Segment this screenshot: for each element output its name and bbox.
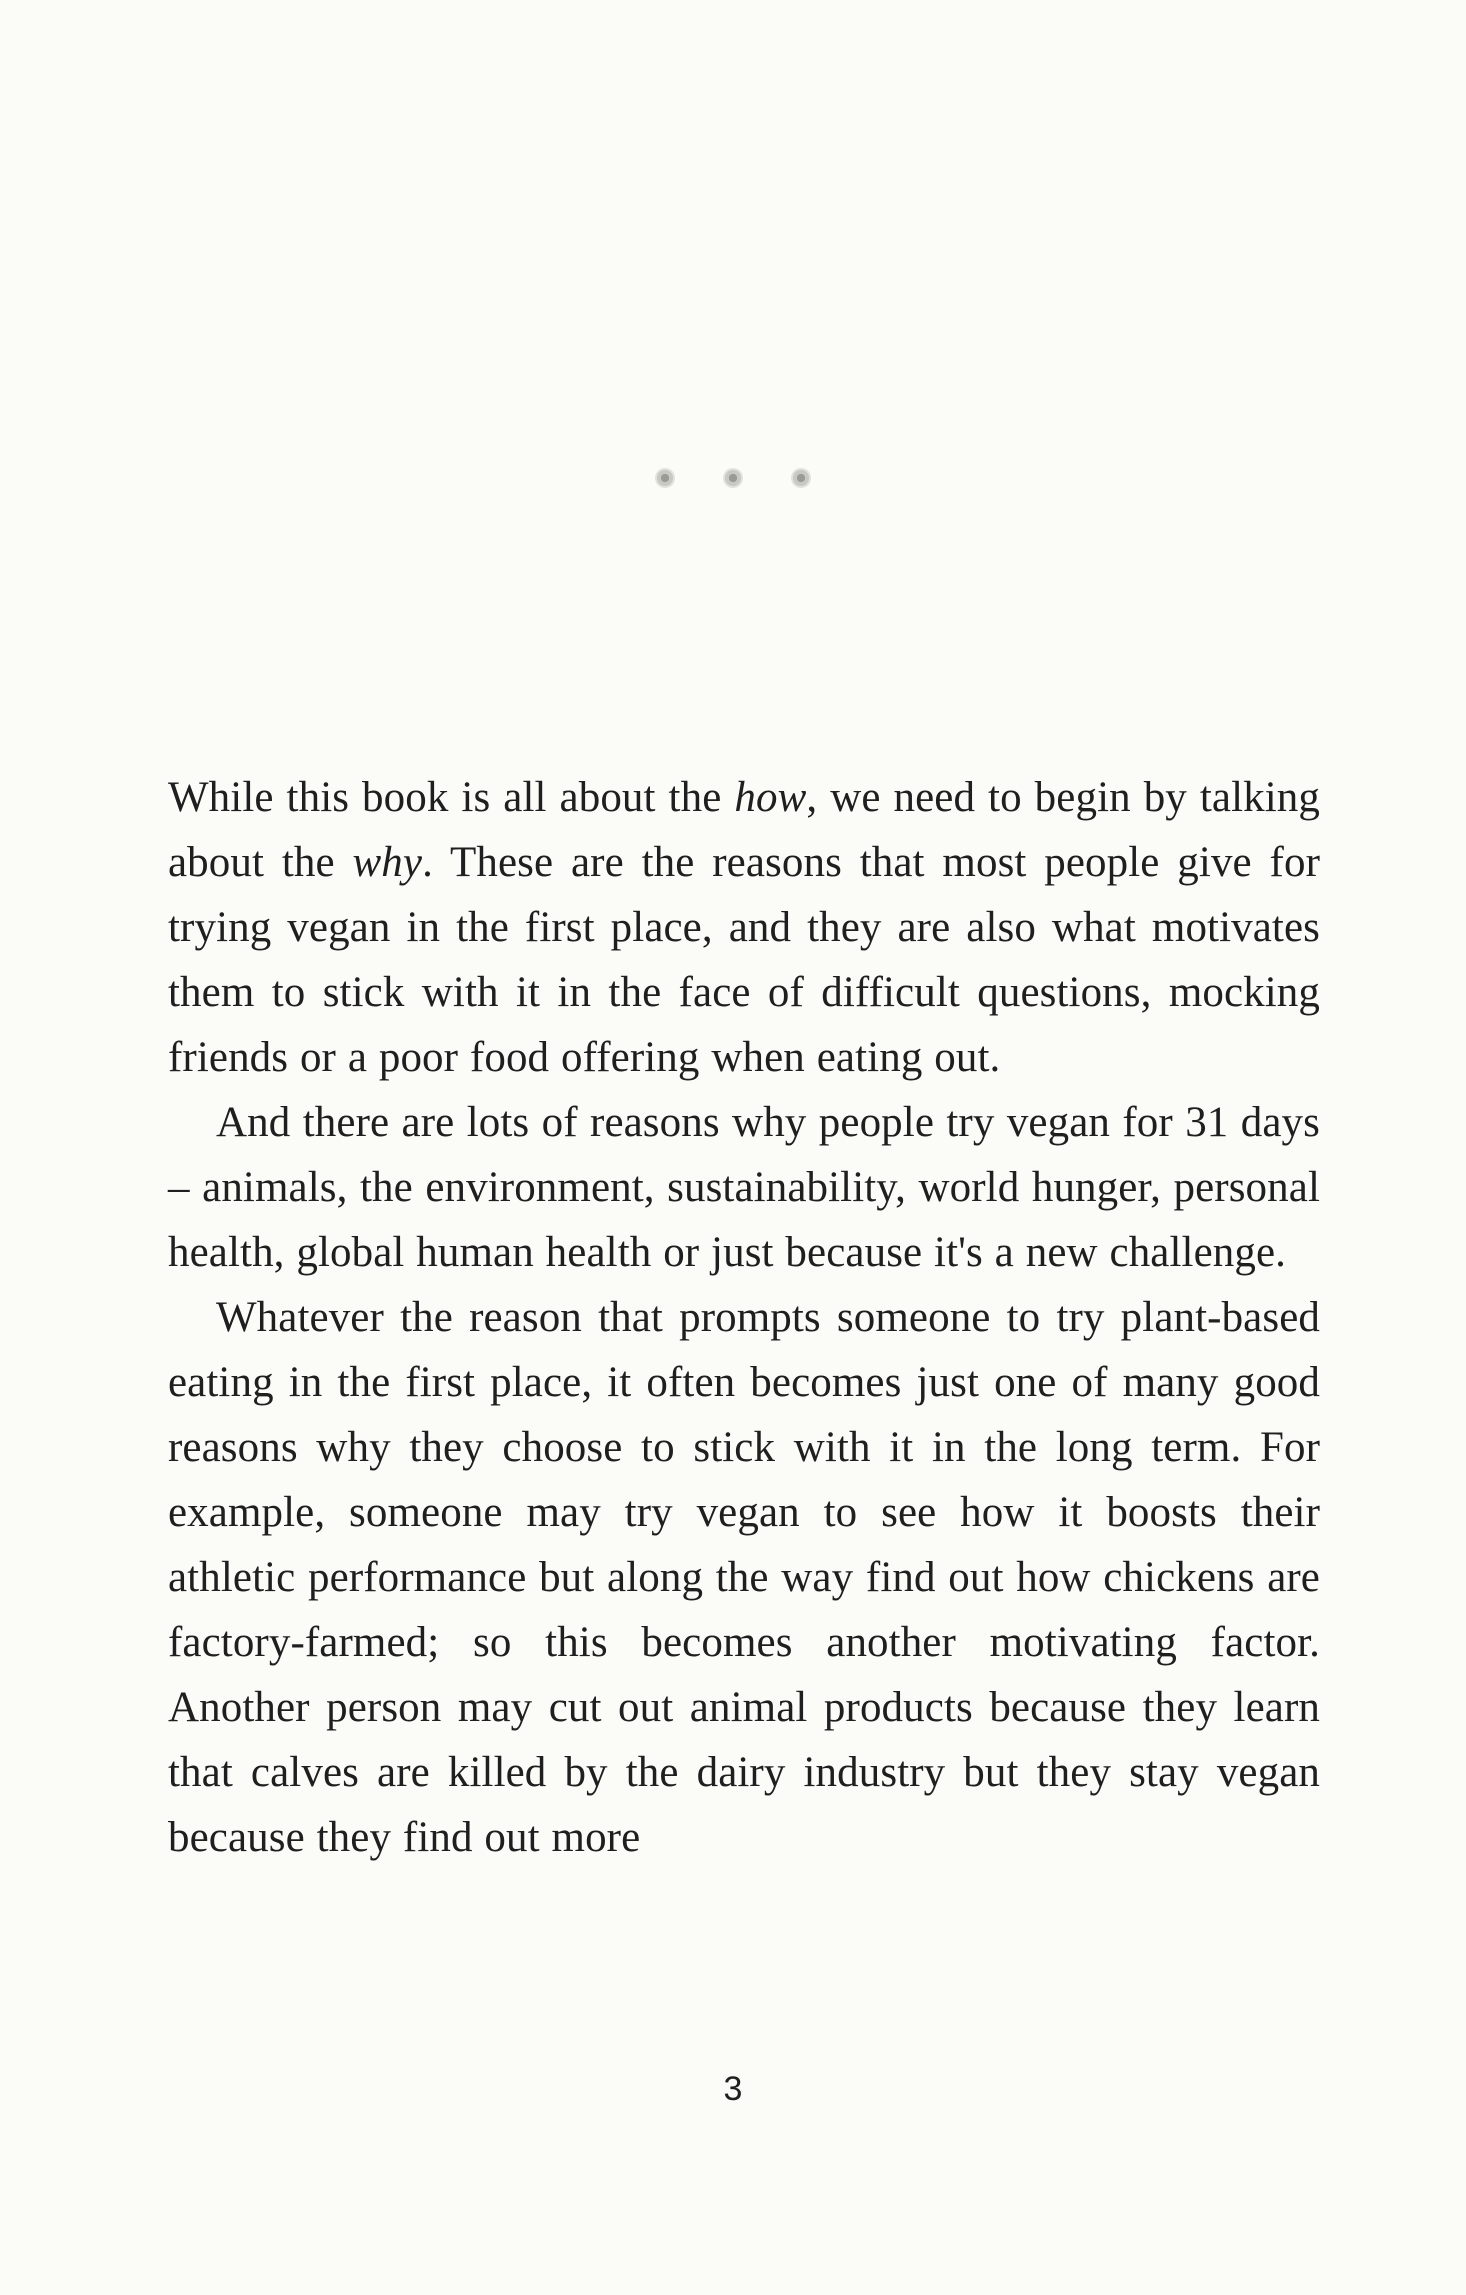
paragraph-3 — [168, 1285, 1320, 1870]
ornament-dot-icon — [791, 468, 811, 488]
ornament-dot-icon — [723, 468, 743, 488]
section-ornament — [0, 458, 1466, 498]
paragraph-3-text: Whatever the reason that prompts someone to try plant-based eating in the first place, it often becomes just one of many good reasons why they choose to stick with it in the long term. For example, someone may try vegan to see how it boosts their athletic performance but along the way find out how chickens are factory-farmed; so this becomes another motivating factor. Another person may cut out animal products because they learn that calves are killed by the dairy industry but they stay vegan because they find out more — [168, 1294, 1320, 1861]
ornament-dot-icon — [655, 468, 675, 488]
paragraph-1-text: . These are the reasons that most people give for trying vegan in the first place, and they are also what motivates them to stick with it in the face of difficult questions, mocking friends or a poor food offering when eating out. — [168, 839, 1320, 1081]
italic-how: how — [734, 774, 807, 821]
paragraph-2 — [168, 1090, 1320, 1285]
italic-why: why — [352, 839, 423, 886]
paragraph-1-text: , we need to begin by talking about the — [168, 774, 1320, 886]
paragraph-2-text: And there are lots of reasons why people try vegan for 31 days – animals, the environment, sustainability, world hunger, personal health, global human health or just because it's a new challenge. — [168, 1099, 1320, 1276]
paragraph-1-text: While this book is all about the — [168, 774, 735, 821]
page-number: 3 — [723, 2070, 743, 2108]
body-text — [168, 765, 1320, 1870]
paragraph-1 — [168, 765, 1320, 1090]
